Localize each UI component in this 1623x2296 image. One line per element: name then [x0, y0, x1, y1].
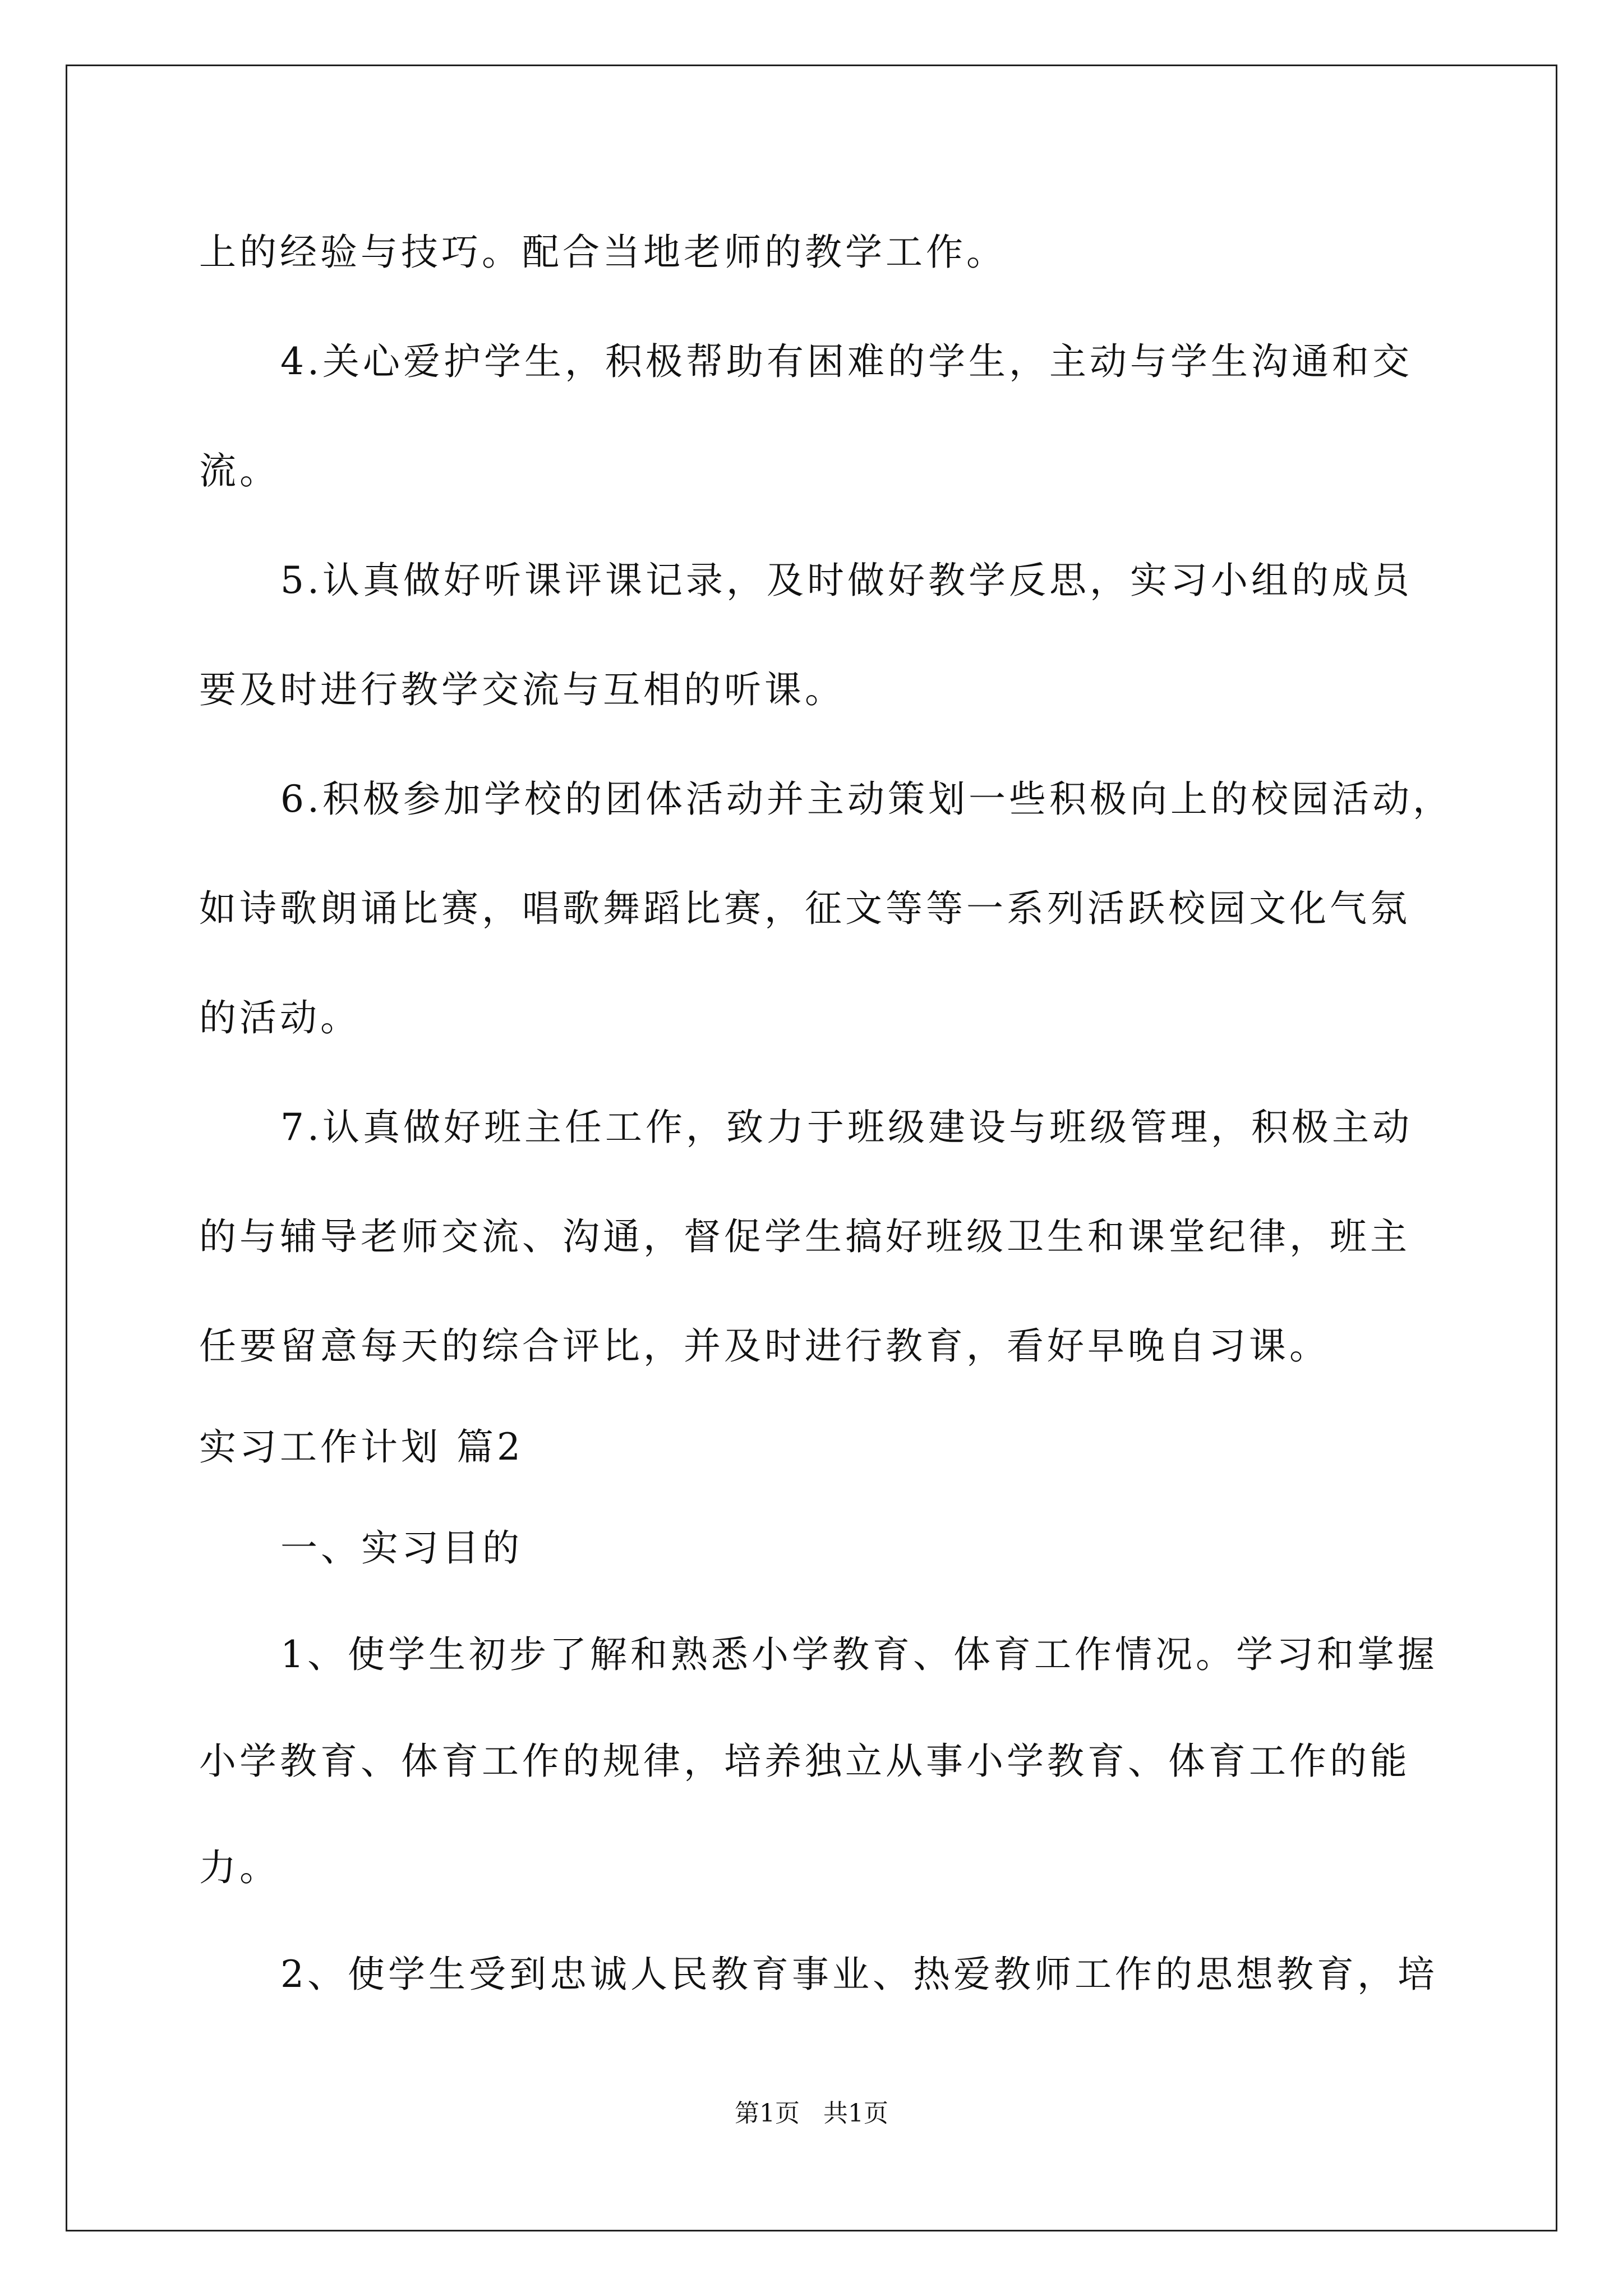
text-line: 的活动。	[199, 996, 361, 1039]
text-line: 上的经验与技巧。配合当地老师的教学工作。	[199, 231, 1007, 274]
text-line: 6.积极参加学校的团体活动并主动策划一些积极向上的校园活动，	[280, 777, 1453, 821]
text-line: 的与辅导老师交流、沟通，督促学生搞好班级卫生和课堂纪律，班主	[199, 1215, 1410, 1258]
page-footer: 第1页 共1页	[735, 2099, 888, 2128]
text-line: 5.认真做好听课评课记录，及时做好教学反思，实习小组的成员	[280, 559, 1413, 602]
section-heading: 实习工作计划 篇2	[199, 1425, 524, 1469]
text-line: 流。	[199, 449, 280, 493]
text-line: 小学教育、体育工作的规律，培养独立从事小学教育、体育工作的能	[199, 1740, 1410, 1783]
text-line: 4.关心爱护学生，积极帮助有困难的学生，主动与学生沟通和交	[280, 340, 1413, 383]
text-line: 7.认真做好班主任工作，致力于班级建设与班级管理，积极主动	[280, 1106, 1413, 1149]
text-line: 如诗歌朗诵比赛，唱歌舞蹈比赛，征文等等一系列活跃校园文化气氛	[199, 887, 1410, 930]
text-line: 1、使学生初步了解和熟悉小学教育、体育工作情况。学习和掌握	[280, 1633, 1438, 1676]
text-line: 任要留意每天的综合评比，并及时进行教育，看好早晚自习课。	[199, 1324, 1330, 1368]
text-line: 力。	[199, 1846, 280, 1889]
subsection-heading: 一、实习目的	[280, 1526, 523, 1570]
text-line: 要及时进行教学交流与互相的听课。	[199, 668, 845, 711]
text-line: 2、使学生受到忠诚人民教育事业、热爱教师工作的思想教育，培	[280, 1953, 1438, 1996]
